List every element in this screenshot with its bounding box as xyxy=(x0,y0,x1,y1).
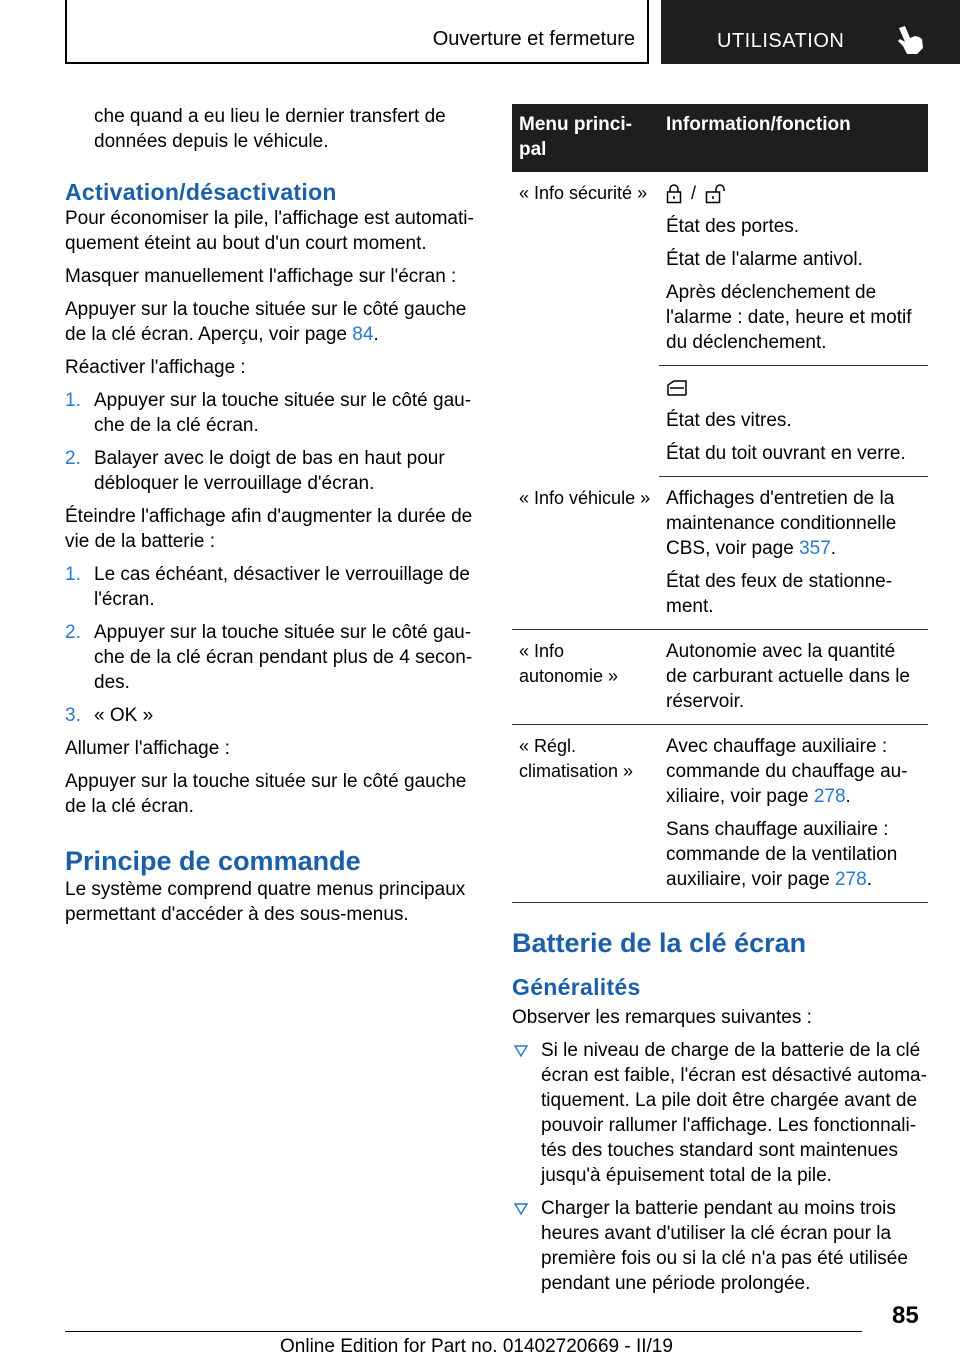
header-chapter-title: UTILISATION xyxy=(717,30,845,52)
switch-off-steps xyxy=(65,562,475,728)
table-header-menu: Menu principal xyxy=(512,104,659,172)
menu-table xyxy=(512,104,928,903)
activation-paragraph-4: Réactiver l'affichage : xyxy=(65,357,246,378)
header-chapter-tab[interactable] xyxy=(661,0,960,64)
info-cell-vitres: État des vitres. État du toit ouvrant en verre. xyxy=(659,366,928,477)
table-row xyxy=(512,172,928,366)
table-header-info: Information/fonction xyxy=(659,104,928,172)
battery-subheading: Généralités xyxy=(512,974,641,1000)
lock-open-icon xyxy=(705,184,729,204)
menu-cell-securite: « Info sécurité » xyxy=(519,183,648,203)
page-link-84[interactable]: 84 xyxy=(352,324,374,345)
menu-cell-clim: « Régl. climatisation » xyxy=(512,725,659,903)
list-item: 2. Balayer avec le doigt de bas en haut pour débloquer le verrouillage d'écran. xyxy=(65,448,445,494)
principe-heading: Principe de commande xyxy=(65,846,361,876)
battery-heading: Batterie de la clé écran xyxy=(512,928,807,958)
menu-cell-autonomie: « Info autonomie » xyxy=(512,630,659,725)
list-item: Si le niveau de charge de la batterie de la clé écran est faible, l'écran est désactivé automatiquement. La pile doit être chargée avant de pouvoir rallumer l'affichage. Les fonctionnalités des touches standard sont maintenues jusqu'à épuisement total de la pile. xyxy=(512,1038,928,1188)
footer-edition: Online Edition for Part no. 01402720669 - II/19 xyxy=(280,1336,673,1357)
footer-divider xyxy=(65,1331,862,1332)
info-cell-vehicule: Affichages d'entretien de la maintenance conditionnelle CBS, voir page 357. État des feux de stationnement. xyxy=(659,477,928,630)
table-row xyxy=(512,725,928,903)
activation-paragraph-7: Appuyer sur la touche située sur le côté gauche de la clé écran. xyxy=(65,771,467,817)
battery-notes xyxy=(512,1038,928,1296)
list-item: 1. Le cas échéant, désactiver le verrouillage de l'écran. xyxy=(65,564,471,610)
principe-paragraph: Le système comprend quatre menus principaux permettant d'accéder à des sous-menus. xyxy=(65,879,466,925)
list-item: 2. Appuyer sur la touche située sur le côté gauche de la clé écran pendant plus de 4 secondes. xyxy=(65,622,473,693)
table-header-row xyxy=(512,104,928,172)
page-link-357[interactable]: 357 xyxy=(799,538,831,559)
battery-intro: Observer les remarques suivantes : xyxy=(512,1007,812,1028)
activation-paragraph-5: Éteindre l'affichage afin d'augmenter la durée de vie de la batterie : xyxy=(65,506,473,552)
info-cell-autonomie: Autonomie avec la quantité de carburant actuelle dans le réservoir. xyxy=(659,630,928,725)
reactivate-steps xyxy=(65,388,475,496)
info-cell-securite: / État des portes. État de l'alarme antivol. Après déclenchement de l'alarme : date, heure et motif du déclenchement. xyxy=(659,172,928,366)
menu-cell-vehicule: « Info véhicule » xyxy=(512,477,659,630)
table-row xyxy=(512,477,928,630)
activation-paragraph-2: Masquer manuellement l'affichage sur l'écran : xyxy=(65,266,457,287)
page-number: 85 xyxy=(892,1302,919,1329)
table-row xyxy=(512,630,928,725)
triangle-bullet-icon xyxy=(514,1044,528,1058)
hand-pointer-icon xyxy=(893,24,927,56)
triangle-bullet-icon xyxy=(514,1202,528,1216)
intro-continuation: che quand a eu lieu le dernier transfert de données depuis le véhicule. xyxy=(94,106,446,152)
list-item: 3. « OK » xyxy=(65,705,154,726)
activation-heading: Activation/désactivation xyxy=(65,179,337,205)
left-column xyxy=(65,104,475,927)
info-cell-clim: Avec chauffage auxiliaire : commande du chauffage auxiliaire, voir page 278. Sans chauffage auxiliaire : commande de la ventilation auxiliaire, voir page 278. xyxy=(659,725,928,903)
header-section-box xyxy=(65,0,649,64)
header-section-title: Ouverture et fermeture xyxy=(432,28,635,50)
page-link-278-b[interactable]: 278 xyxy=(834,869,867,890)
car-window-icon xyxy=(666,379,688,397)
right-column xyxy=(512,104,928,1296)
activation-paragraph-3: Appuyer sur la touche située sur le côté gauche de la clé écran. Aperçu, voir page 84. xyxy=(65,299,467,345)
page-link-278[interactable]: 278 xyxy=(813,786,846,807)
list-item: 1. Appuyer sur la touche située sur le côté gauche de la clé écran. xyxy=(65,390,472,436)
lock-closed-icon xyxy=(666,184,682,204)
activation-paragraph-6: Allumer l'affichage : xyxy=(65,738,230,759)
list-item: Charger la batterie pendant au moins trois heures avant d'utiliser la clé écran pour la première fois ou si la clé n'a pas été utilisée pendant une période prolongée. xyxy=(512,1196,928,1296)
activation-paragraph-1: Pour économiser la pile, l'affichage est automatiquement éteint au bout d'un court moment. xyxy=(65,208,474,254)
